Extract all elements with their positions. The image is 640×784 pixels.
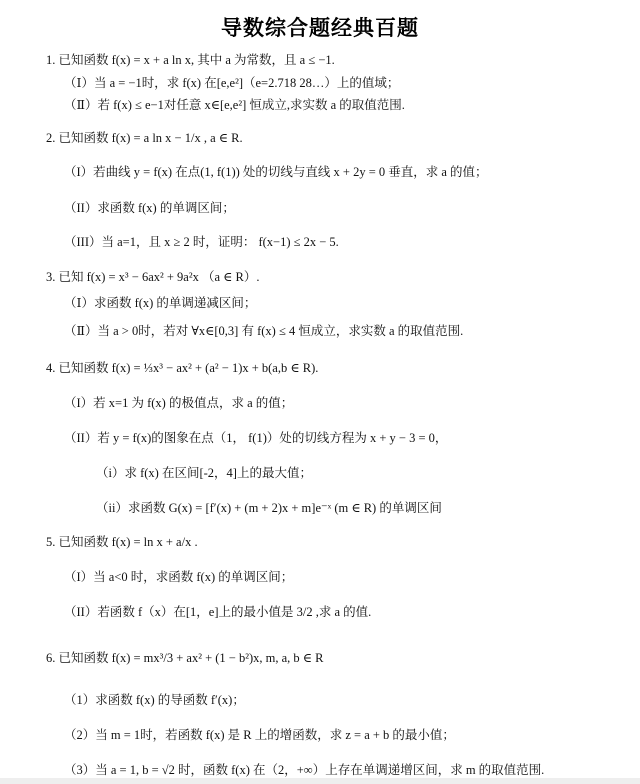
question-2-part-3: （III）当 a=1，且 x ≥ 2 时，证明： f(x−1) ≤ 2x − 5.: [64, 235, 339, 249]
question-3-stem: 3. 已知 f(x) = x³ − 6ax² + 9a²x （a ∈ R）.: [46, 270, 260, 284]
question-4-subpart-1: （i）求 f(x) 在区间[-2，4]上的最大值；: [96, 466, 312, 480]
question-2-part-2: （II）求函数 f(x) 的单调区间；: [64, 201, 235, 215]
question-1-part-1: （Ⅰ）当 a = −1时，求 f(x) 在[e,e²]（e=2.718 28…）上的值域；: [64, 76, 400, 90]
question-5-part-2: （II）若函数 f（x）在[1，e]上的最小值是 3/2 ,求 a 的值.: [64, 605, 372, 619]
question-6-part-2: （2）当 m = 1时，若函数 f(x) 是 R 上的增函数，求 z = a + b 的最小值；: [64, 728, 455, 742]
question-6-part-1: （1）求函数 f(x) 的导函数 f′(x)；: [64, 693, 245, 707]
question-1-part-2: （Ⅱ）若 f(x) ≤ e−1对任意 x∈[e,e²] 恒成立,求实数 a 的取值范围.: [64, 98, 405, 112]
question-4-part-2: （II）若 y = f(x)的图象在点（1， f(1)）处的切线方程为 x + y − 3 = 0，: [64, 431, 448, 445]
question-2-part-1: （I）若曲线 y = f(x) 在点(1, f(1)) 处的切线与直线 x + 2y = 0 垂直，求 a 的值；: [64, 165, 488, 179]
question-5-stem: 5. 已知函数 f(x) = ln x + a/x .: [46, 535, 198, 549]
question-6-part-3: （3）当 a = 1, b = √2 时，函数 f(x) 在（2，+∞）上存在单调递增区间，求 m 的取值范围.: [64, 763, 545, 777]
question-3-part-2: （Ⅱ）当 a > 0时，若对 ∀x∈[0,3] 有 f(x) ≤ 4 恒成立，求实数 a 的取值范围.: [64, 324, 464, 338]
question-3-part-1: （Ⅰ）求函数 f(x) 的单调递减区间；: [64, 296, 257, 310]
question-1-stem: 1. 已知函数 f(x) = x + a ln x, 其中 a 为常数，且 a ≤ −1.: [46, 53, 335, 67]
page-title: 导数综合题经典百题: [221, 16, 419, 40]
question-2-stem: 2. 已知函数 f(x) = a ln x − 1/x , a ∈ R.: [46, 131, 243, 145]
question-5-part-1: （I）当 a<0 时，求函数 f(x) 的单调区间；: [64, 570, 294, 584]
page-bottom-edge: [0, 778, 640, 784]
question-4-stem: 4. 已知函数 f(x) = ⅓x³ − ax² + (a² − 1)x + b(a,b ∈ R).: [46, 361, 319, 375]
question-4-subpart-2: （ii）求函数 G(x) = [f′(x) + (m + 2)x + m]e⁻ˣ (m ∈ R) 的单调区间: [96, 501, 442, 515]
question-6-stem: 6. 已知函数 f(x) = mx³/3 + ax² + (1 − b²)x, m, a, b ∈ R: [46, 651, 324, 665]
question-4-part-1: （I）若 x=1 为 f(x) 的极值点，求 a 的值；: [64, 396, 294, 410]
